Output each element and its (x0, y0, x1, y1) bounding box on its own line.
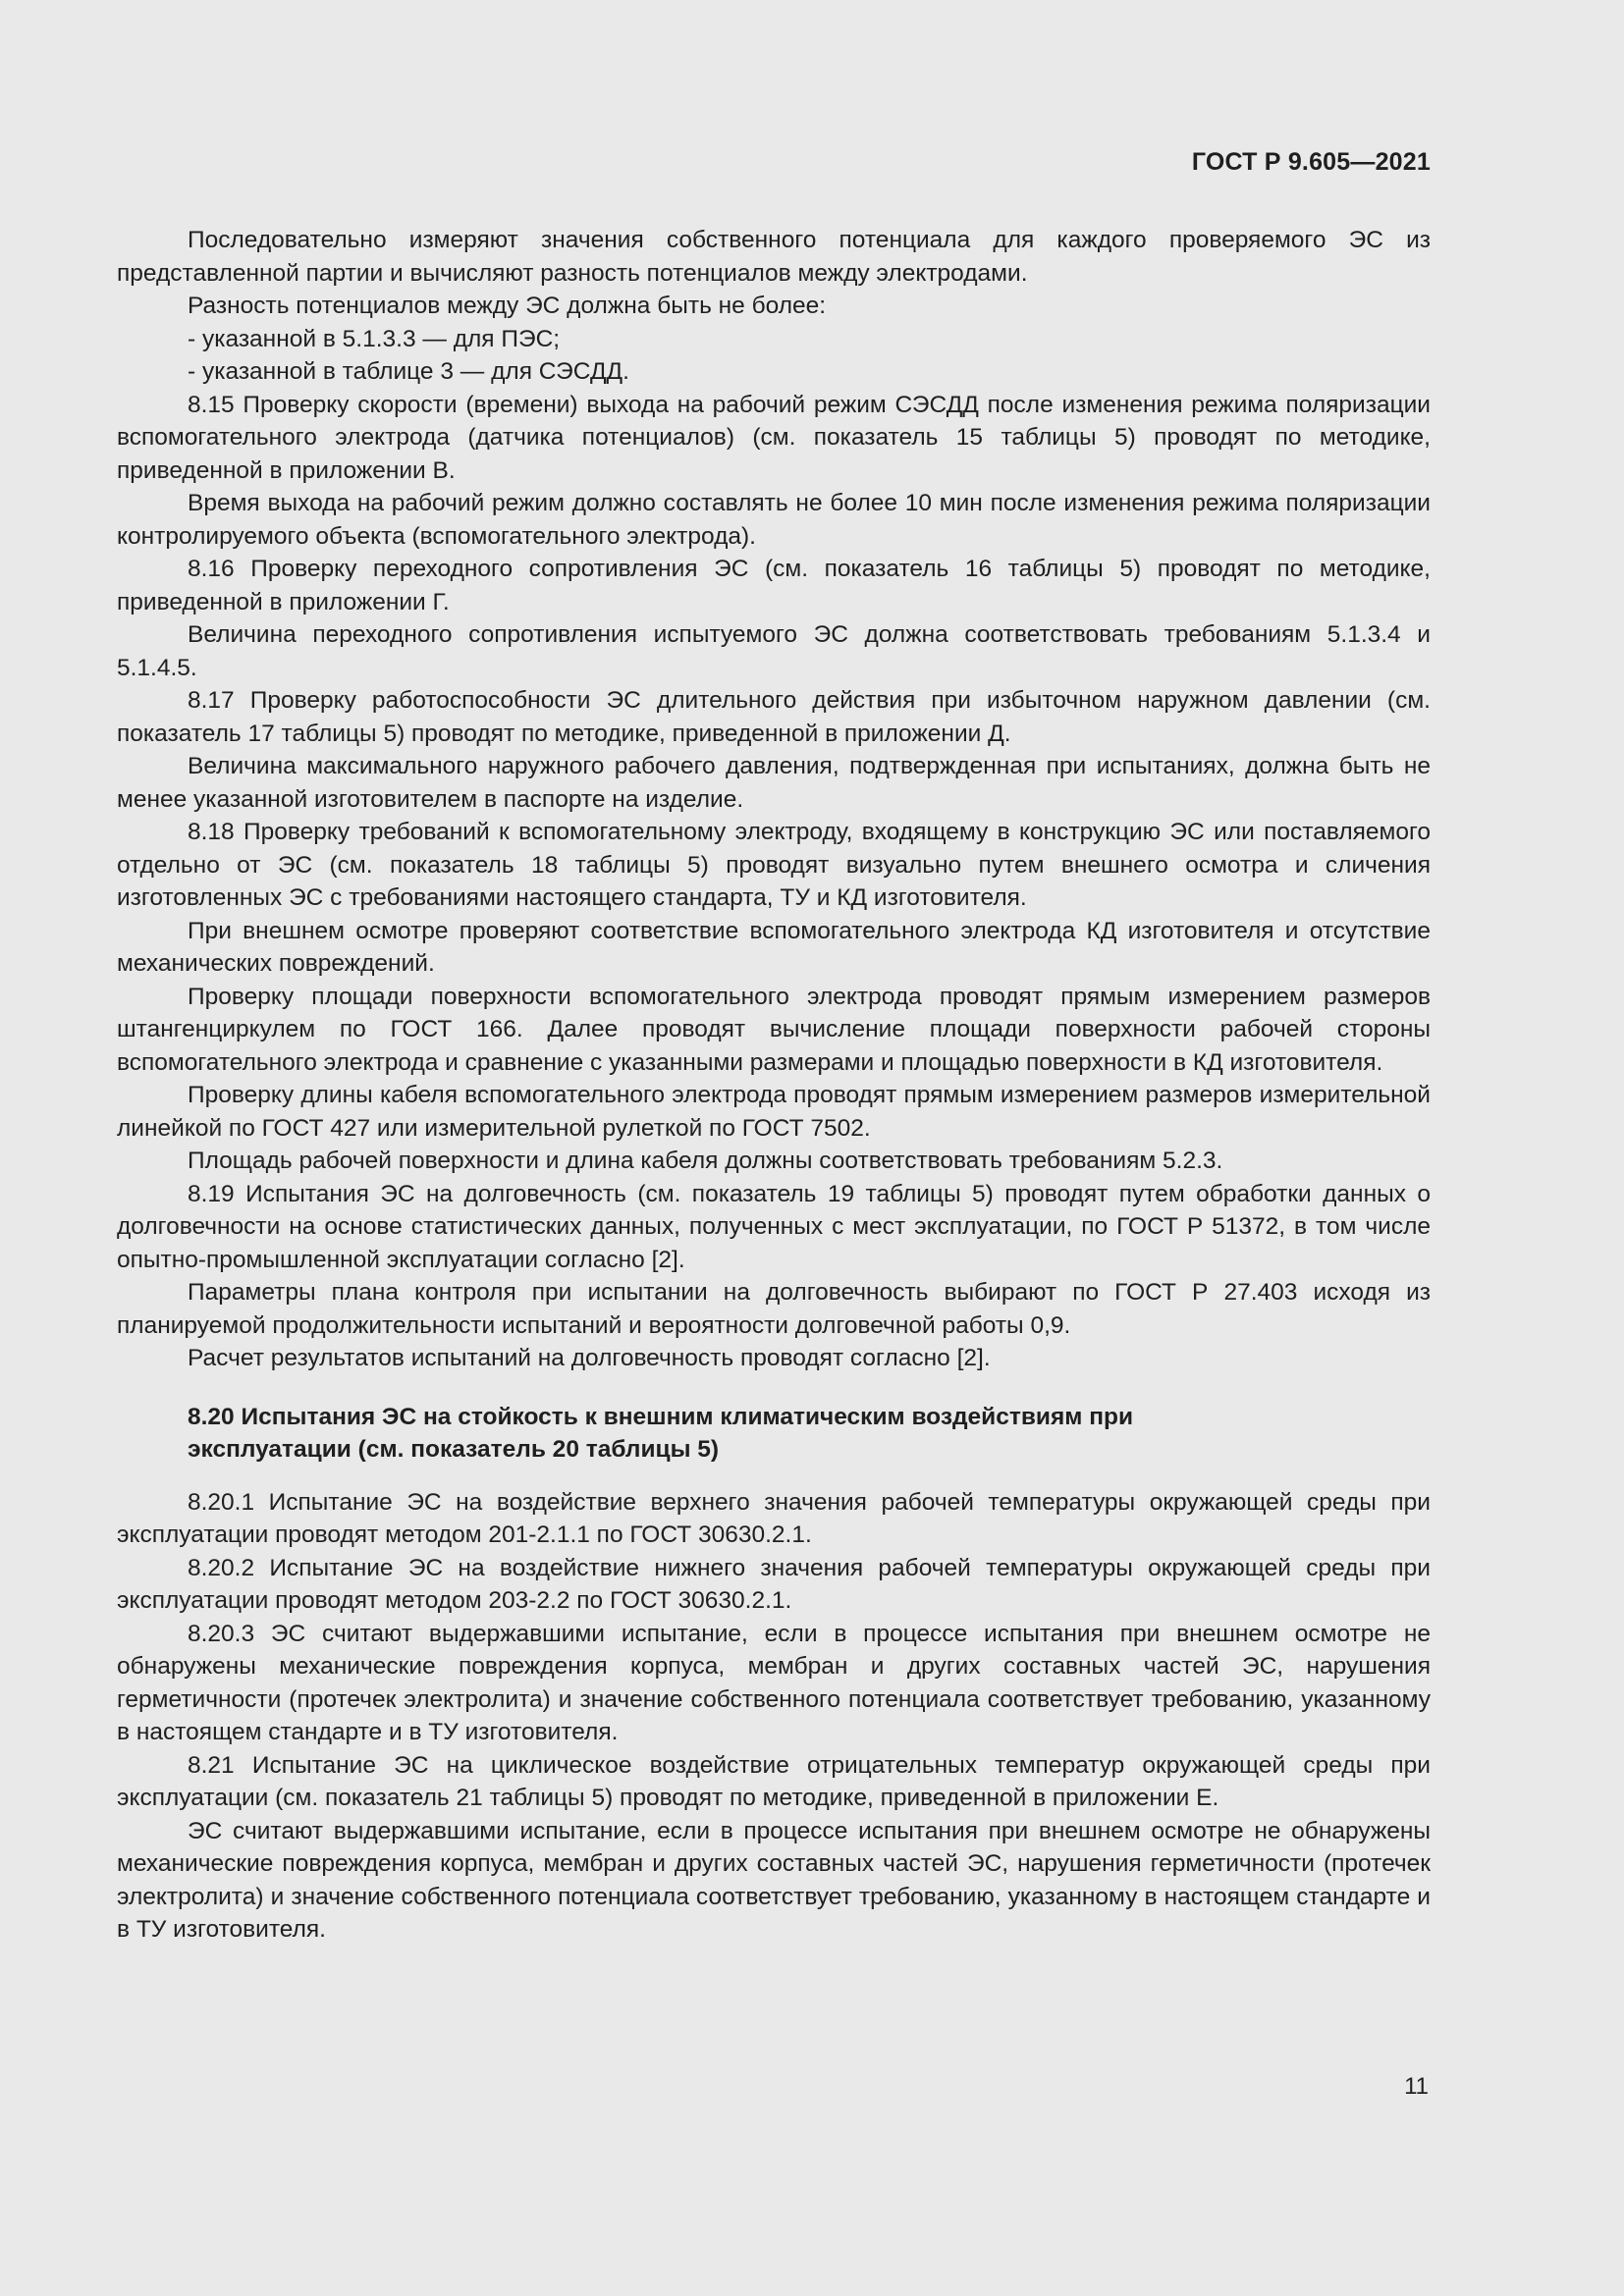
paragraph: Последовательно измеряют значения собственного потенциала для каждого проверяемого ЭС из представленной партии и вычисляют разность потенциалов между электродами. (117, 227, 1431, 287)
paragraph: ЭС считают выдержавшими испытание, если в процессе испытания при внешнем осмотре не обнаружены механические повреждения корпуса, мембран и других составных частей ЭС, нарушения герметичности (протечек электролита) и значение собственного потенциала соответствует требованию, указанному в настоящем стандарте и в ТУ изготовителя. (117, 1817, 1431, 1943)
section-heading-8-20: 8.20 Испытания ЭС на стойкость к внешним климатическим воздействиям при эксплуатации (см. показатель 20 таблицы 5) (188, 1403, 1134, 1463)
paragraph-8-15: 8.15 Проверку скорости (времени) выхода на рабочий режим СЭСДД после изменения режима поляризации вспомогательного электрода (датчика потенциалов) (см. показатель 15 таблицы 5) проводят по методике, приведенной в приложении В. (117, 391, 1431, 484)
paragraph-8-18: 8.18 Проверку требований к вспомогательному электроду, входящему в конструкцию ЭС или поставляемого отдельно от ЭС (см. показатель 18 таблицы 5) проводят визуально путем внешнего осмотра и сличения изготовленных ЭС с требованиями настоящего стандарта, ТУ и КД изготовителя. (117, 819, 1431, 911)
paragraph: Величина переходного сопротивления испытуемого ЭС должна соответствовать требованиям 5.1.3.4 и 5.1.4.5. (117, 621, 1431, 681)
paragraph-8-19: 8.19 Испытания ЭС на долговечность (см. показатель 19 таблицы 5) проводят путем обработки данных о долговечности на основе статистических данных, полученных с мест эксплуатации, по ГОСТ Р 51372, в том числе опытно-промышленной эксплуатации согласно [2]. (117, 1180, 1431, 1273)
paragraph-8-17: 8.17 Проверку работоспособности ЭС длительного действия при избыточном наружном давлении (см. показатель 17 таблицы 5) проводят по методике, приведенной в приложении Д. (117, 687, 1431, 747)
document-id-header: ГОСТ Р 9.605—2021 (1191, 148, 1431, 176)
paragraph: Величина максимального наружного рабочего давления, подтвержденная при испытаниях, должна быть не менее указанной изготовителем в паспорте на изделие. (117, 753, 1431, 813)
paragraph-8-20-2: 8.20.2 Испытание ЭС на воздействие нижнего значения рабочей температуры окружающей среды при эксплуатации проводят методом 203-2.2 по ГОСТ 30630.2.1. (117, 1554, 1431, 1614)
document-body (117, 224, 1431, 1947)
paragraph-8-21: 8.21 Испытание ЭС на циклическое воздействие отрицательных температур окружающей среды при эксплуатации (см. показатель 21 таблицы 5) проводят по методике, приведенной в приложении Е. (117, 1751, 1431, 1811)
paragraph-8-20-3: 8.20.3 ЭС считают выдержавшими испытание, если в процессе испытания при внешнем осмотре не обнаружены механические повреждения корпуса, мембран и других составных частей ЭС, нарушения герметичности (протечек электролита) и значение собственного потенциала соответствует требованию, указанному в настоящем стандарте и в ТУ изготовителя. (117, 1620, 1431, 1745)
paragraph: Площадь рабочей поверхности и длина кабеля должны соответствовать требованиям 5.2.3. (188, 1148, 1223, 1174)
paragraph-8-16: 8.16 Проверку переходного сопротивления ЭС (см. показатель 16 таблицы 5) проводят по методике, приведенной в приложении Г. (117, 556, 1431, 615)
paragraph-8-20-1: 8.20.1 Испытание ЭС на воздействие верхнего значения рабочей температуры окружающей среды при эксплуатации проводят методом 201-2.1.1 по ГОСТ 30630.2.1. (117, 1488, 1431, 1548)
paragraph: При внешнем осмотре проверяют соответствие вспомогательного электрода КД изготовителя и отсутствие механических повреждений. (117, 917, 1431, 977)
paragraph: Проверку длины кабеля вспомогательного электрода проводят прямым измерением размеров измерительной линейкой по ГОСТ 427 или измерительной рулеткой по ГОСТ 7502. (117, 1082, 1431, 1142)
list-item: - указанной в таблице 3 — для СЭСДД. (188, 358, 629, 385)
list-item: - указанной в 5.1.3.3 — для ПЭС; (188, 325, 561, 352)
paragraph: Параметры плана контроля при испытании на долговечность выбирают по ГОСТ Р 27.403 исходя из планируемой продолжительности испытаний и вероятности долговечной работы 0,9. (117, 1279, 1431, 1339)
page-number: 11 (1404, 2073, 1429, 2100)
paragraph: Время выхода на рабочий режим должно составлять не более 10 мин после изменения режима поляризации контролируемого объекта (вспомогательного электрода). (117, 490, 1431, 550)
paragraph: Разность потенциалов между ЭС должна быть не более: (188, 293, 827, 319)
paragraph: Расчет результатов испытаний на долговечность проводят согласно [2]. (188, 1345, 991, 1371)
paragraph: Проверку площади поверхности вспомогательного электрода проводят прямым измерением размеров штангенциркулем по ГОСТ 166. Далее проводят вычисление площади поверхности рабочей стороны вспомогательного электрода и сравнение с указанными размерами и площадью поверхности в КД изготовителя. (117, 983, 1431, 1076)
